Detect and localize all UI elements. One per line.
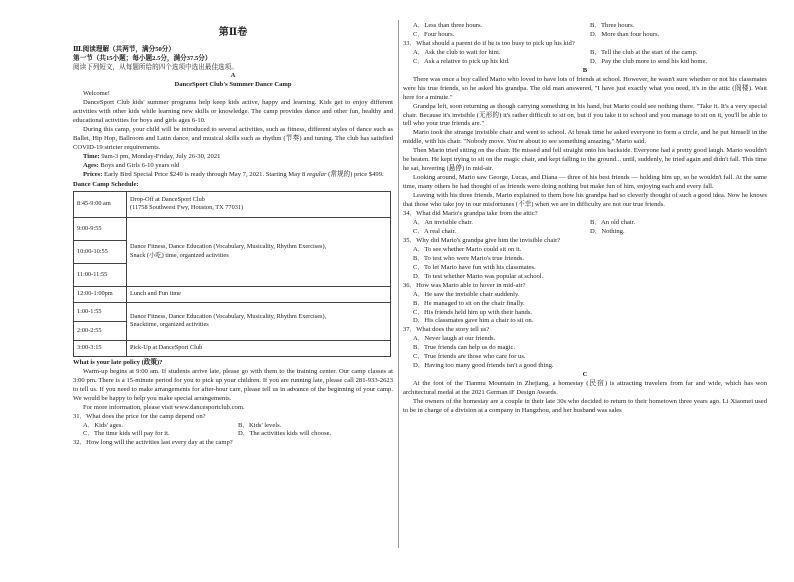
right-column bbox=[403, 22, 767, 582]
schedule-heading: Dance Camp Schedule: bbox=[73, 180, 139, 188]
option-b: B．An old chair. bbox=[590, 218, 636, 226]
ages-value: Boys and Girls 6-10 years old bbox=[98, 161, 180, 169]
passage-a-paragraph: DanceSport Club kids' summer programs help keep kids active, happy and learning. Kids get to enjoy different activities with other kids while learning new skills or knowledge. The camp provides dance and other fun, healthy and educational activities for boys and girls ages 6-10. bbox=[73, 99, 393, 125]
part3-heading: Ⅲ.阅读理解（共两节，满分50分） bbox=[73, 45, 175, 53]
activity-line: Dance Fitness, Dance Education (Vocabulary, Musicality, Rhythm Exercises), bbox=[130, 243, 327, 251]
schedule-time: 12:00-1:00pm bbox=[74, 286, 127, 302]
prices-value: Early Bird Special Price $249 is ready through May 7, 2021. Starting May 8 bbox=[102, 170, 306, 178]
schedule-time: 3:00-3:15 bbox=[74, 340, 127, 356]
question-33-options bbox=[403, 49, 767, 67]
schedule-time: 2:00-2:55 bbox=[74, 321, 127, 340]
passage-b-paragraph: Looking around, Mario saw George, Lucas, and Diana — three of his best friends — holding him up, so he wouldn't fall. At the same time, many others he had thought of as friends were doing nothing but make fun of him, enjoying each and every fall. bbox=[403, 174, 767, 191]
option-d: D．The activities kids will choose. bbox=[238, 430, 332, 438]
schedule-table bbox=[73, 191, 391, 357]
question-31: 31．What does the price for the camp depend on? bbox=[73, 412, 206, 420]
option-c: C．Ask a relative to pick up his kid. bbox=[413, 57, 510, 65]
passage-b-paragraph: Then Mario tried sitting on the chair. He missed and fell straight onto his backside. Everyone had a pretty good laugh. Mario wouldn't be beaten. He kept trying to sit on the magic chair, and kept falling to the ground... until, suddenly, he tried again and didn't fall. This time he sat, hovering (悬停) in mid-air. bbox=[403, 147, 767, 173]
late-policy-text: Warm-up begins at 9:00 am. If students arrive late, please go with them to the training center. Our camp classes at 3:00 pm. There is a 15-minute period for you to pick up your children. If you are running late, please call 281-933-2623 to tell us. If you need to make arrangements for after-hour care, please tell us in advance of the beginning of your camp. We would be happy to help you make special arrangements. bbox=[73, 367, 393, 402]
question-35: 35．Why did Mario's grandpa give him the invisible chair? bbox=[403, 236, 561, 244]
camp-time bbox=[73, 153, 393, 162]
camp-prices bbox=[73, 171, 393, 180]
option-d: D．Having too many good friends isn't a good thing. bbox=[413, 362, 554, 370]
question-32-options bbox=[403, 22, 767, 40]
passage-a-welcome: Welcome! bbox=[83, 90, 110, 98]
option-a: A．Ask the club to wait for him. bbox=[413, 48, 501, 56]
part3-subheading: 第一节（共15小题；每小题2.5分，满分37.5分） bbox=[73, 54, 212, 62]
schedule-time: 11:00-11:55 bbox=[74, 263, 127, 286]
passage-a-paragraph: During this camp, your child will be introduced to several activities, such as fitness, different styles of dance such as Ballet, Hip Hop, Ballroom and Latin dance, and musical skills such as rhythm (节奏) and tuning. The club has satisfied COVID-19 stricter requirements. bbox=[73, 126, 393, 152]
camp-ages bbox=[73, 162, 393, 171]
passage-a-letter: A bbox=[230, 72, 236, 80]
option-d: D．More than four hours. bbox=[590, 30, 660, 38]
passage-c-letter: C bbox=[582, 371, 588, 379]
question-31-options bbox=[73, 422, 393, 440]
column-divider bbox=[398, 20, 399, 548]
question-32: 32．How long will the activities last every day at the camp? bbox=[73, 439, 233, 447]
schedule-activity bbox=[127, 302, 391, 340]
activity-line: Snack (小吃) time, organized activities bbox=[130, 251, 229, 259]
schedule-time: 8:45-9:00 am bbox=[74, 191, 127, 217]
option-c: C．Four hours. bbox=[413, 30, 455, 38]
option-a: A．Less than three hours. bbox=[413, 22, 483, 29]
option-b: B．To test who were Mario's true friends. bbox=[413, 254, 525, 262]
option-d: D．His classmates gave him a chair to sit on. bbox=[413, 317, 534, 325]
prices-regular: regular bbox=[306, 170, 327, 178]
passage-b-paragraph: Mario took the strange invisible chair and went to school. At break time he asked everyone to form a circle, and he put himself in the middle, with his chair. "Nobody move. You're about to see something amazing," Mario said. bbox=[403, 129, 767, 146]
question-34-options bbox=[403, 219, 767, 237]
option-c: C．The time kids will pay for it. bbox=[83, 430, 170, 438]
question-36: 36．How was Mario able to hover in mid-air? bbox=[403, 281, 526, 289]
table-row bbox=[74, 217, 391, 240]
table-row bbox=[74, 191, 391, 217]
time-value: 9am-3 pm, Monday-Friday, July 26-30, 2021 bbox=[99, 153, 221, 161]
more-info: For more information, please visit www.dancesportclub.com. bbox=[83, 403, 245, 411]
option-b: B．He managed to sit on the chair finally. bbox=[413, 299, 525, 307]
option-c: C．True friends are those who care for us. bbox=[413, 353, 526, 361]
option-a: A．Kids' ages. bbox=[83, 421, 124, 429]
part3-instructions: 阅读下列短文，从每题所给的四个选项中选出最佳选项。 bbox=[73, 63, 238, 71]
activity-line: (11758 Southwest Fwy, Houston, TX 77031) bbox=[130, 204, 244, 212]
option-a: A．An invisible chair. bbox=[413, 218, 473, 226]
table-row bbox=[74, 302, 391, 321]
option-a: A．Never laugh at our friends. bbox=[413, 335, 496, 343]
table-row bbox=[74, 340, 391, 356]
schedule-time: 9:00-9:55 bbox=[74, 217, 127, 240]
activity-line: Snacktime, organized activities bbox=[130, 321, 209, 329]
section-title: 第Ⅱ卷 bbox=[218, 27, 248, 38]
passage-a-title: DanceSport Club's Summer Dance Camp bbox=[174, 81, 292, 89]
option-c: C．To let Mario have fun with his classmates. bbox=[413, 263, 536, 271]
option-a: A．To see whether Mario could sit on it. bbox=[413, 245, 522, 253]
prices-rest: (常规的) price $499. bbox=[326, 170, 384, 178]
option-d: D．To test whether Mario was popular at school. bbox=[413, 272, 544, 280]
question-33: 33．What should a parent do if he is too busy to pick up his kid? bbox=[403, 39, 575, 47]
late-policy-heading: What is your late policy (政策)? bbox=[73, 358, 163, 366]
option-d: D．Nothing. bbox=[590, 227, 625, 235]
option-c: C．A real chair. bbox=[413, 227, 457, 235]
activity-line: Dance Fitness, Dance Education (Vocabulary, Musicality, Rhythm Exercises), bbox=[130, 312, 327, 320]
option-c: C．His friends held him up with their hands. bbox=[413, 308, 533, 316]
passage-b-letter: B bbox=[582, 66, 588, 74]
activity-line: Drop-Off at DanceSport Club bbox=[130, 195, 205, 203]
option-b: B．Kids' levels. bbox=[238, 421, 282, 429]
schedule-time: 1:00-1:55 bbox=[74, 302, 127, 321]
option-b: B．Three hours. bbox=[590, 22, 635, 29]
table-row bbox=[74, 286, 391, 302]
passage-b-paragraph: There was once a boy called Mario who loved to have lots of friends at school. However, he wasn't sure whether or not his classmates were his true friends, so he asked his grandpa. The old man answered, "I have just exactly what you need, it's in the attic (阁楼). Wait here for a minute." bbox=[403, 75, 767, 101]
prices-label: Prices: bbox=[83, 170, 103, 178]
left-column bbox=[73, 22, 393, 582]
option-a: A．He saw the invisible chair suddenly. bbox=[413, 290, 520, 298]
passage-c-paragraph: At the foot of the Tianmu Mountain in Zhejiang, a homestay (民宿) is attracting travelers from far and wide, which has won architectural medal at the 2021 German iF Design Awards. bbox=[403, 380, 767, 397]
ages-label: Ages: bbox=[83, 161, 99, 169]
option-b: B．Tell the club at the start of the camp. bbox=[590, 48, 698, 56]
question-37: 37．What does the story tell us? bbox=[403, 326, 490, 334]
schedule-time: 10:00-10:55 bbox=[74, 240, 127, 263]
question-34: 34．What did Mario's grandpa take from the attic? bbox=[403, 210, 538, 218]
schedule-activity bbox=[127, 217, 391, 286]
time-label: Time: bbox=[83, 153, 100, 161]
schedule-activity: Pick-Up at DanceSport Club bbox=[127, 340, 391, 356]
passage-b-paragraph: Grandpa left, soon returning as though carrying something in his hand, but Mario could see nothing there. "Take it. It's a very special chair. Because it's invisible (无形的) it's rather difficult to sit on, but if you take it to school and you manage to sit on it, you'll be able to tell who your true friends are." bbox=[403, 102, 767, 128]
schedule-activity: Lunch and Fun time bbox=[127, 286, 391, 302]
option-d: D．Pay the club more to send his kid home. bbox=[590, 57, 708, 65]
passage-b-paragraph: Leaving with his three friends, Mario explained to them how his grandpa had so cleverly thought of such a good idea. Now he knows that those who take joy in our misfortunes (不幸) when we are in difficulty are not our true friends. bbox=[403, 192, 767, 209]
passage-c-paragraph: The owners of the homestay are a couple in their late 30s who decided to return to their hometown three years ago. Li Xiaomei used to be in charge of a division at a company in Hangzhou, and her husband was sales bbox=[403, 398, 767, 414]
option-b: B．True friends can help us do magic. bbox=[413, 344, 516, 352]
schedule-activity bbox=[127, 191, 391, 217]
